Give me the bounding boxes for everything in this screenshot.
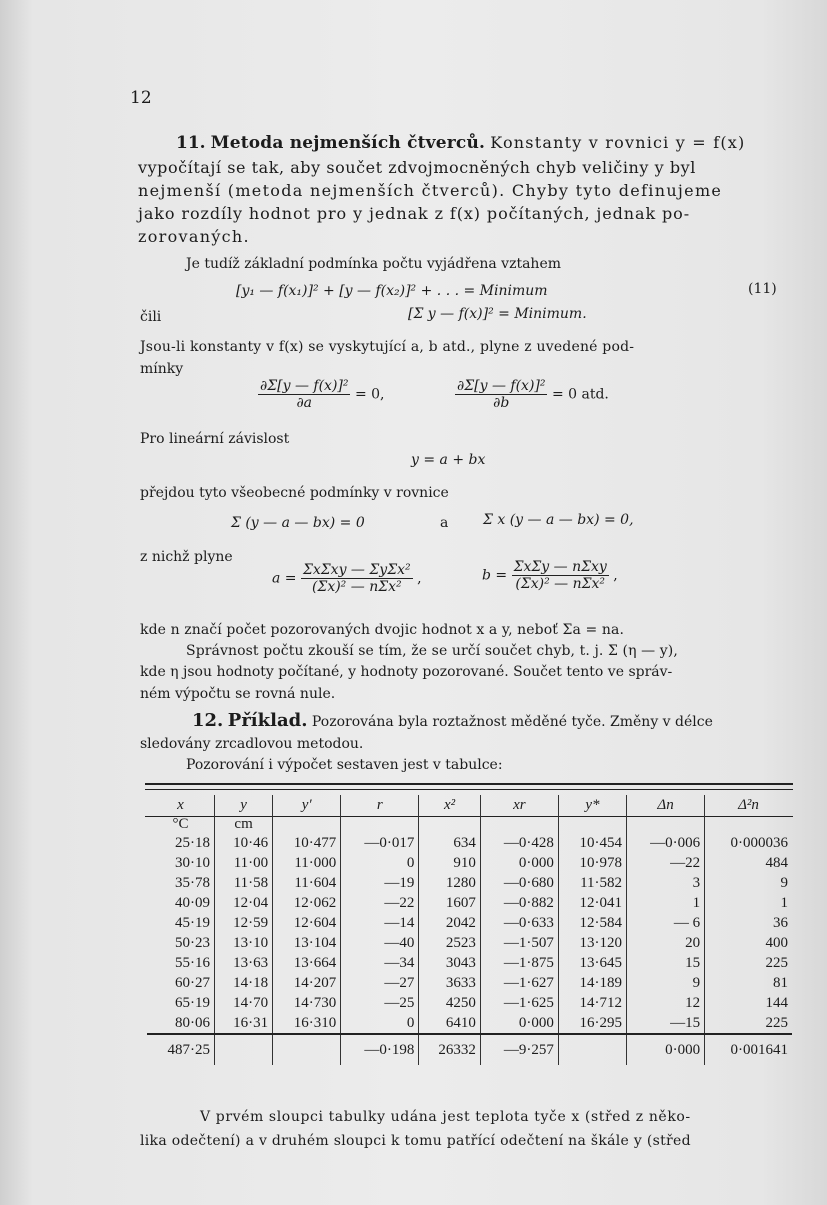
table-row — [147, 953, 792, 973]
table-row — [147, 1013, 792, 1034]
table-cell: 55·16 — [174, 954, 210, 971]
table-cell: 11·000 — [273, 853, 341, 873]
table-cell: 144 — [705, 993, 792, 1013]
table-cell: 45·19 — [174, 914, 210, 931]
paragraph-constants-2: mínky — [140, 361, 184, 377]
solution-a — [272, 562, 422, 595]
header-y: y — [214, 795, 272, 815]
header-r: r — [341, 795, 419, 815]
table-cell: 3633 — [419, 973, 481, 993]
table-cell: 9 — [627, 973, 705, 993]
table-cell: 15 — [627, 953, 705, 973]
table-row — [147, 993, 792, 1013]
table-cell — [627, 815, 705, 833]
table-cell: 6410 — [419, 1013, 481, 1034]
header-xr: xr — [480, 795, 558, 815]
section-12-title: Příklad. — [227, 710, 308, 731]
table-cell: 12·062 — [273, 893, 341, 913]
header-x-squared: x² — [419, 795, 481, 815]
table-cell: 12·604 — [273, 913, 341, 933]
table-cell: 2523 — [419, 933, 481, 953]
derivative-b-equation — [455, 378, 609, 411]
table-cell: 11·00 — [214, 853, 272, 873]
table-row — [147, 933, 792, 953]
equation-minimum-1: [y₁ — f(x₁)]² + [y — f(x₂)]² + . . . = Minimum — [236, 283, 548, 299]
section-11-heading — [176, 133, 745, 153]
section-12-line-1: Pozorována byla roztažnost měděné tyče. Změny v délce — [311, 714, 713, 730]
table-units-row — [147, 815, 792, 833]
equation-linear: y = a + bx — [411, 452, 486, 468]
table-cell: —34 — [341, 953, 419, 973]
table-cell: 12·59 — [214, 913, 272, 933]
table-cell — [273, 1034, 341, 1065]
table-row — [147, 913, 792, 933]
table-cell: 487·25 — [147, 1034, 214, 1065]
solution-b-fraction — [512, 559, 609, 592]
table-cell: 0·000036 — [705, 833, 792, 853]
paragraph-check-1: Správnost počtu zkouší se tím, že se určí součet chyb, t. j. Σ (η — y), — [186, 643, 678, 659]
table-cell: 0·000 — [480, 853, 558, 873]
section-12-line-3: Pozorování i výpočet sestaven jest v tabulce: — [186, 757, 503, 773]
table-cell: 400 — [705, 933, 792, 953]
table-cell: 10·454 — [558, 833, 626, 853]
section-11-line-2: vypočítají se tak, aby součet zdvojmocněných chyb veličiny y byl — [138, 158, 696, 177]
table-cell — [419, 815, 481, 833]
table-row — [147, 833, 792, 853]
table-cell: 1 — [705, 893, 792, 913]
table-cell — [214, 1034, 272, 1065]
table-cell: 26332 — [419, 1034, 481, 1065]
closing-line-2: lika odečtení) a v druhém sloupci k tomu patřící odečtení na škále y (střed — [140, 1133, 691, 1149]
table-cell: —0·882 — [480, 893, 558, 913]
table-cell: 13·10 — [214, 933, 272, 953]
table-cell: 3 — [627, 873, 705, 893]
table-cell: —0·198 — [341, 1034, 419, 1065]
table-cell: 10·477 — [273, 833, 341, 853]
table-cell: 2042 — [419, 913, 481, 933]
table-cell: —22 — [341, 893, 419, 913]
table-row — [147, 973, 792, 993]
table-cell: 11·604 — [273, 873, 341, 893]
table-header-row — [147, 795, 792, 815]
table-cell: 60·27 — [174, 974, 210, 991]
section-11-line-5: zorovaných. — [138, 227, 250, 246]
section-11-line-4: jako rozdíly hodnot pro y jednak z f(x) počítaných, jednak po- — [138, 204, 691, 223]
table-cell: cm — [214, 815, 272, 833]
table-cell: —0·006 — [627, 833, 705, 853]
table-cell — [273, 815, 341, 833]
section-12-number: 12. — [192, 710, 224, 731]
table-row — [147, 893, 792, 913]
table-cell: °C — [172, 815, 189, 832]
table-sum-row — [147, 1034, 792, 1065]
table-cell: 13·63 — [214, 953, 272, 973]
section-11-line-3: nejmenší (metoda nejmenších čtverců). Chyby tyto definujeme — [138, 181, 723, 200]
table-cell: —14 — [341, 913, 419, 933]
derivative-b-fraction — [455, 378, 547, 411]
derivative-b-numerator: ∂Σ[y — f(x)]² — [457, 378, 546, 394]
table-cell: 14·712 — [558, 993, 626, 1013]
table-cell — [705, 815, 792, 833]
table-cell: 40·09 — [174, 894, 210, 911]
table-cell: —25 — [341, 993, 419, 1013]
table-row — [147, 873, 792, 893]
header-y-star: y* — [558, 795, 626, 815]
table-cell: 4250 — [419, 993, 481, 1013]
derivative-a-denominator: ∂a — [296, 395, 313, 411]
derivative-b-rhs: = 0 atd. — [551, 386, 609, 403]
header-y-prime: y′ — [273, 795, 341, 815]
table-cell: 36 — [705, 913, 792, 933]
equation-condition-1: Σ (y — a — bx) = 0 — [231, 515, 365, 531]
section-11-title: Metoda nejmenších čtverců. — [210, 133, 486, 153]
table-cell: —15 — [627, 1013, 705, 1034]
table-cell: 20 — [627, 933, 705, 953]
derivative-a-fraction — [258, 378, 350, 411]
table-cell: —0·633 — [480, 913, 558, 933]
solution-b-numerator: ΣxΣy — nΣxy — [513, 559, 607, 575]
paragraph-where-n: kde n značí počet pozorovaných dvojic hodnot x a y, neboť Σa = na. — [140, 622, 625, 638]
table-cell: —1·625 — [480, 993, 558, 1013]
table-cell: 910 — [419, 853, 481, 873]
table-body — [147, 815, 792, 1065]
table-cell: 0·000 — [627, 1034, 705, 1065]
paragraph-check-3: ném výpočtu se rovná nule. — [140, 686, 336, 702]
solution-a-numerator: ΣxΣxy — ΣyΣx² — [302, 562, 411, 578]
table-cell: —0·017 — [341, 833, 419, 853]
table-cell: 14·70 — [214, 993, 272, 1013]
table-cell: —22 — [627, 853, 705, 873]
table-cell: —1·627 — [480, 973, 558, 993]
table-cell: 16·295 — [558, 1013, 626, 1034]
paragraph-general-conditions: přejdou tyto všeobecné podmínky v rovnice — [140, 485, 449, 501]
section-12-line-2: sledovány zrcadlovou metodou. — [140, 736, 364, 752]
table-cell: —1·875 — [480, 953, 558, 973]
table-cell: 225 — [705, 1013, 792, 1034]
table-cell: 65·19 — [174, 994, 210, 1011]
table-cell: 16·310 — [273, 1013, 341, 1034]
table-cell: 12 — [627, 993, 705, 1013]
table-cell — [558, 1034, 626, 1065]
paragraph-condition: Je tudíž základní podmínka počtu vyjádřena vztahem — [186, 256, 562, 272]
table-cell: 14·189 — [558, 973, 626, 993]
table-cell: 30·10 — [174, 854, 210, 871]
table-cell: 0 — [341, 1013, 419, 1034]
paragraph-from-which: z nichž plyne — [140, 549, 233, 565]
header-delta2-n: Δ²n — [705, 795, 792, 815]
derivative-a-equation — [258, 378, 384, 411]
page-number: 12 — [130, 88, 152, 108]
derivative-a-numerator: ∂Σ[y — f(x)]² — [260, 378, 349, 394]
table-cell: 1 — [627, 893, 705, 913]
table-cell: 14·207 — [273, 973, 341, 993]
derivative-b-denominator: ∂b — [493, 395, 510, 411]
solution-a-comma: , — [417, 570, 422, 587]
equation-condition-2: Σ x (y — a — bx) = 0, — [483, 512, 634, 528]
table-cell: 484 — [705, 853, 792, 873]
section-11-number: 11. — [176, 133, 206, 153]
table-cell: 3043 — [419, 953, 481, 973]
equation-minimum-2: [Σ y — f(x)]² = Minimum. — [408, 306, 587, 322]
table-cell: 14·730 — [273, 993, 341, 1013]
table-top-rule — [145, 783, 793, 785]
table-cell: 1280 — [419, 873, 481, 893]
data-table — [147, 795, 792, 1065]
table-cell — [341, 815, 419, 833]
table-cell: 0·000 — [480, 1013, 558, 1034]
table-cell: 9 — [705, 873, 792, 893]
table-top-rule-2 — [145, 789, 793, 790]
table-cell: 12·04 — [214, 893, 272, 913]
solution-a-lhs: a = — [272, 570, 297, 587]
table-cell — [558, 815, 626, 833]
section-11-line-1: Konstanty v rovnici y = f(x) — [490, 133, 746, 152]
table-cell: 13·120 — [558, 933, 626, 953]
table-cell: 13·664 — [273, 953, 341, 973]
table-cell: 0 — [341, 853, 419, 873]
derivative-a-rhs: = 0, — [354, 386, 385, 403]
table-cell: 12·041 — [558, 893, 626, 913]
table-cell: —0·428 — [480, 833, 558, 853]
table-cell: — 6 — [627, 913, 705, 933]
table-cell: —0·680 — [480, 873, 558, 893]
table-cell: 10·978 — [558, 853, 626, 873]
header-delta-n: Δn — [627, 795, 705, 815]
table-cell: 81 — [705, 973, 792, 993]
table-cell: 14·18 — [214, 973, 272, 993]
table-cell: 11·58 — [214, 873, 272, 893]
solution-b-lhs: b = — [482, 567, 508, 584]
table-cell: 225 — [705, 953, 792, 973]
table-cell: 35·78 — [174, 874, 210, 891]
closing-line-1: V prvém sloupci tabulky udána jest teplota tyče x (střed z něko- — [200, 1109, 691, 1125]
solution-b — [482, 559, 618, 592]
paragraph-check-2: kde η jsou hodnoty počítané, y hodnoty pozorované. Součet tento ve správ- — [140, 664, 673, 680]
table-cell: —19 — [341, 873, 419, 893]
section-12-heading — [192, 710, 713, 731]
word-a-and: a — [440, 515, 449, 531]
equation-number-11: (11) — [748, 281, 777, 297]
table-cell: —1·507 — [480, 933, 558, 953]
solution-b-comma: , — [613, 567, 618, 584]
table-cell — [480, 815, 558, 833]
solution-a-denominator: (Σx)² — nΣx² — [311, 579, 402, 595]
table-cell: 11·582 — [558, 873, 626, 893]
table-cell: 1607 — [419, 893, 481, 913]
table-cell: 50·23 — [174, 934, 210, 951]
table-cell: —27 — [341, 973, 419, 993]
table-cell: 10·46 — [214, 833, 272, 853]
table-cell: 12·584 — [558, 913, 626, 933]
table-cell: 16·31 — [214, 1013, 272, 1034]
solution-b-denominator: (Σx)² — nΣx² — [515, 576, 606, 592]
table-cell: 13·645 — [558, 953, 626, 973]
table-row — [147, 853, 792, 873]
table-cell: 80·06 — [174, 1014, 210, 1031]
table-cell: 0·001641 — [705, 1034, 792, 1065]
header-x: x — [177, 796, 184, 813]
paragraph-linear: Pro lineární závislost — [140, 431, 290, 447]
table-cell: 13·104 — [273, 933, 341, 953]
table-cell: —9·257 — [480, 1034, 558, 1065]
paragraph-constants-1: Jsou-li konstanty v f(x) se vyskytující a, b atd., plyne z uvedené pod- — [140, 339, 635, 355]
table-cell: 25·18 — [174, 834, 210, 851]
word-cili: čili — [140, 309, 162, 325]
table-cell: —40 — [341, 933, 419, 953]
table-cell: 634 — [419, 833, 481, 853]
solution-a-fraction — [301, 562, 413, 595]
